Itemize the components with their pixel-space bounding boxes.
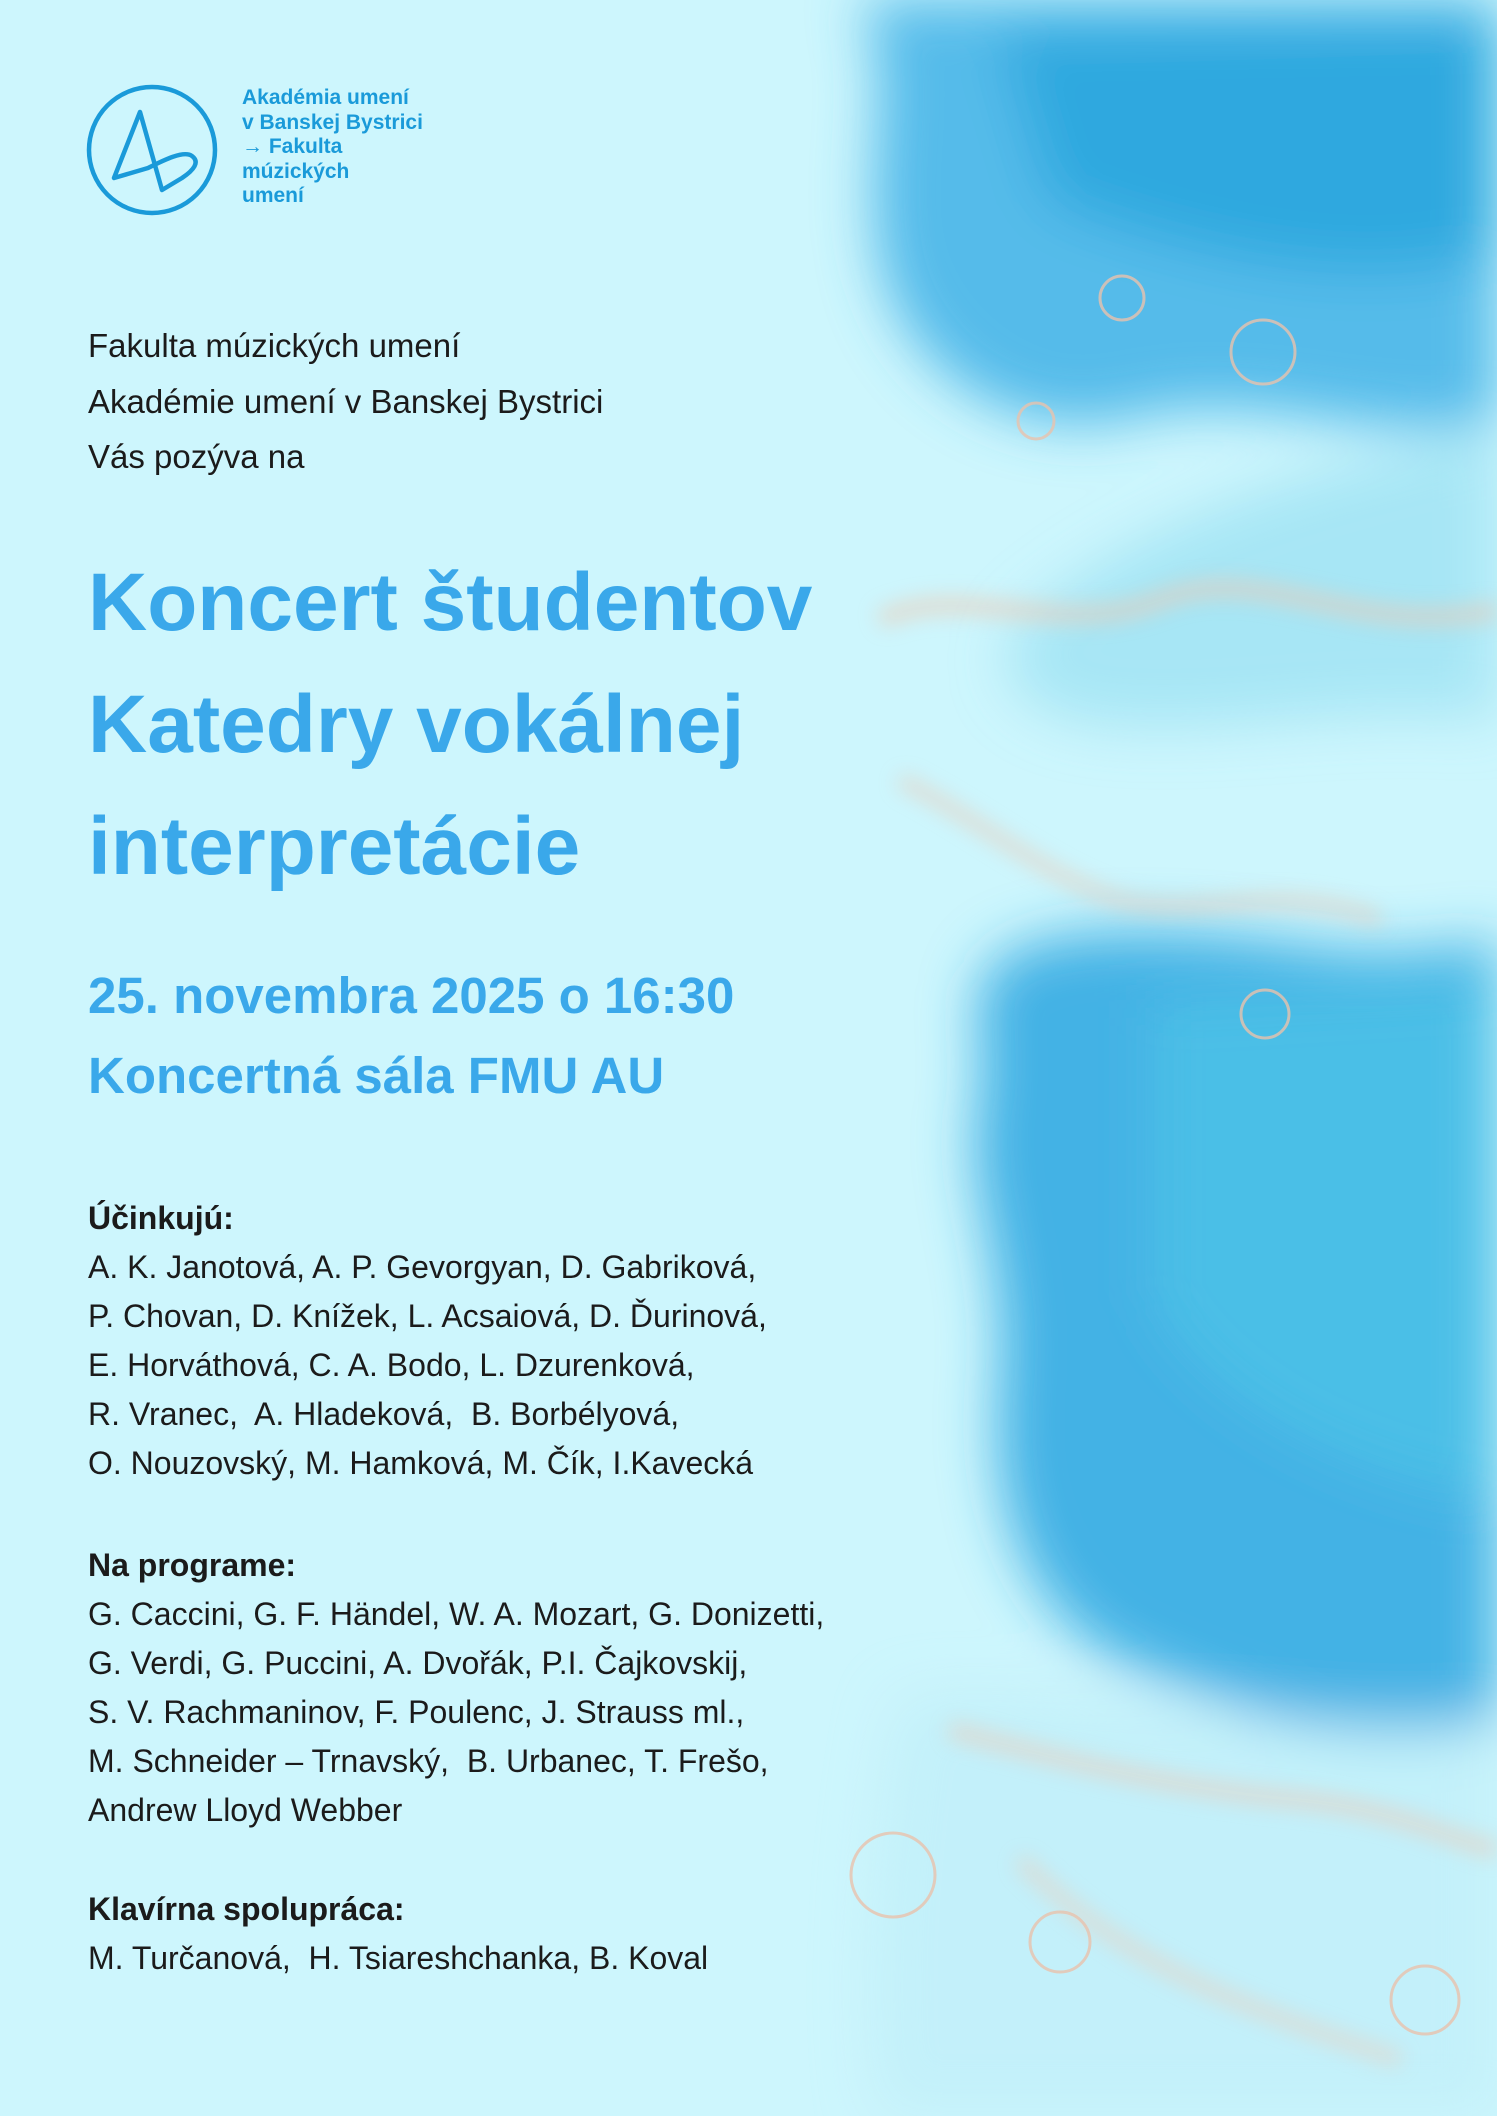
- piano-section: [88, 1885, 708, 1983]
- program-line: G. Verdi, G. Puccini, A. Dvořák, P.I. Čajkovskij,: [88, 1645, 748, 1681]
- event-when-where: [88, 956, 734, 1116]
- program-heading: Na programe:: [88, 1547, 297, 1583]
- intro-line: Akadémie umení v Banskej Bystrici: [88, 382, 604, 420]
- logo-line: umení: [242, 184, 304, 207]
- intro-line: Vás pozýva na: [88, 438, 305, 475]
- program-line: G. Caccini, G. F. Händel, W. A. Mozart, G. Donizetti,: [88, 1596, 825, 1632]
- event-date: 25. novembra 2025 o 16:30: [88, 967, 735, 1024]
- program-section: [88, 1541, 824, 1835]
- title-line: Koncert študentov: [88, 557, 813, 648]
- piano-heading: Klavírna spolupráca:: [88, 1891, 405, 1927]
- title-line: interpretácie: [88, 801, 581, 892]
- performers-line: R. Vranec, A. Hladeková, B. Borbélyová,: [88, 1396, 680, 1432]
- performers-line: E. Horváthová, C. A. Bodo, L. Dzurenková,: [88, 1347, 695, 1383]
- intro-line: Fakulta múzických umení: [88, 327, 461, 364]
- logo-line: Akadémia umení: [242, 86, 409, 109]
- logo-line: múzických: [242, 159, 350, 183]
- program-line: M. Schneider – Trnavský, B. Urbanec, T. Frešo,: [88, 1743, 769, 1779]
- academy-logo-icon: [84, 82, 220, 218]
- performers-line: A. K. Janotová, A. P. Gevorgyan, D. Gabriková,: [88, 1249, 757, 1285]
- program-line: S. V. Rachmaninov, F. Poulenc, J. Strauss ml.,: [88, 1694, 745, 1730]
- event-title: [88, 542, 812, 908]
- program-line: Andrew Lloyd Webber: [88, 1792, 403, 1828]
- performers-line: O. Nouzovský, M. Hamková, M. Čík, I.Kavecká: [88, 1445, 754, 1481]
- logo-line: → Fakulta: [242, 135, 343, 158]
- invitation-intro: [88, 318, 603, 485]
- title-line: Katedry vokálnej: [88, 679, 745, 770]
- performers-line: P. Chovan, D. Knížek, L. Acsaiová, D. Ďurinová,: [88, 1298, 767, 1334]
- piano-line: M. Turčanová, H. Tsiareshchanka, B. Koval: [88, 1940, 709, 1976]
- performers-heading: Účinkujú:: [88, 1200, 234, 1236]
- event-venue: Koncertná sála FMU AU: [88, 1047, 665, 1104]
- logo-line: v Banskej Bystrici: [242, 110, 423, 134]
- performers-section: [88, 1194, 767, 1488]
- logo-wordmark: [242, 86, 423, 209]
